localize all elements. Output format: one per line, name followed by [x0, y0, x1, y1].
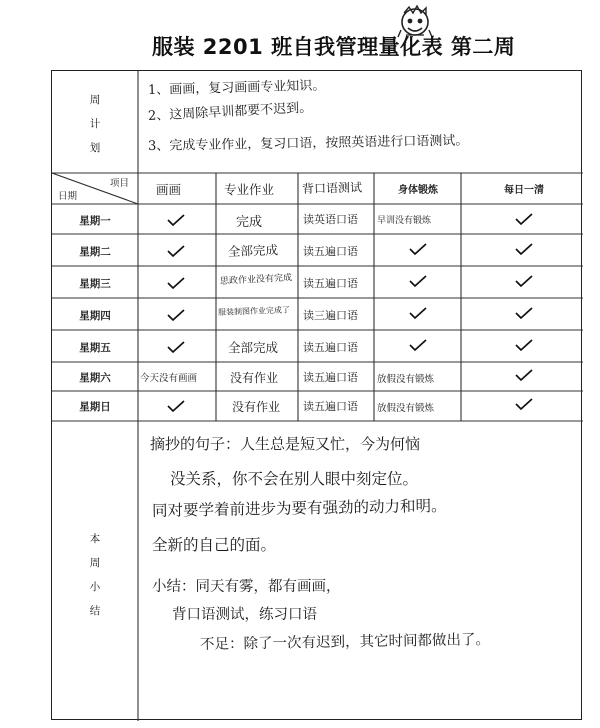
summary-line-4: 全新的自己的面。 — [152, 536, 277, 554]
column-header-homework: 专业作业 — [224, 182, 275, 197]
plan-line-3: 3、完成专业作业，复习口语，按照英语进行口语测试。 — [147, 133, 469, 154]
homework-cell: 思政作业没有完成 — [219, 273, 293, 287]
self-management-table — [51, 70, 582, 720]
day-label: 星期六 — [79, 372, 111, 384]
plan-line-2: 2、这周除早训都要不迟到。 — [147, 100, 313, 124]
check-icon — [514, 212, 534, 226]
oral-test-cell: 读五遍口语 — [303, 341, 358, 354]
homework-cell: 没有作业 — [232, 400, 281, 414]
summary-line-7: 不足：除了一次有迟到，其它时间都做出了。 — [199, 631, 491, 653]
check-icon — [408, 242, 428, 256]
check-icon — [166, 276, 186, 290]
summary-line-2: 没关系，你不会在别人眼中刻定位。 — [170, 470, 419, 488]
exercise-cell: 放假没有锻炼 — [377, 403, 435, 414]
homework-cell: 全部完成 — [228, 340, 279, 355]
oral-test-cell: 读五遍口语 — [303, 277, 358, 290]
day-label: 星期四 — [79, 310, 111, 322]
homework-cell: 全部完成 — [227, 242, 279, 259]
day-label: 星期一 — [79, 215, 111, 227]
check-icon — [514, 306, 534, 320]
corner-label-date: 日期 — [58, 191, 78, 202]
header — [0, 0, 600, 62]
column-header-oral-test: 背口语测试 — [301, 180, 363, 196]
summary-line-1: 摘抄的句子：人生总是短又忙，今为何恼 — [150, 435, 421, 453]
cartoon-face-stamp-icon — [395, 2, 435, 42]
exercise-cell: 早训没有锻炼 — [377, 216, 432, 226]
corner-label-item: 项目 — [110, 178, 130, 189]
check-icon — [514, 274, 534, 288]
day-label: 星期五 — [79, 342, 111, 354]
day-label: 星期三 — [79, 278, 111, 290]
oral-test-cell: 读三遍口语 — [303, 309, 358, 322]
homework-cell: 服装制图作业完成了 — [217, 305, 291, 317]
page-title: 服装 2201 班自我管理量化表 第二周 — [152, 35, 516, 59]
summary-line-5: 小结：同天有雾，都有画画， — [152, 579, 341, 595]
check-icon — [408, 338, 428, 352]
plan-label: 周 计 划 — [89, 94, 101, 154]
drawing-cell: 今天没有画画 — [140, 373, 198, 384]
check-icon — [166, 213, 186, 227]
oral-test-cell: 读五遍口语 — [303, 371, 358, 384]
plan-line-1: 1、画画，复习画画专业知识。 — [147, 78, 326, 98]
check-icon — [514, 242, 534, 256]
summary-label: 本 周 小 结 — [89, 533, 101, 617]
summary-line-6: 背口语测试，练习口语 — [172, 607, 317, 623]
check-icon — [166, 244, 186, 258]
check-icon — [514, 397, 534, 411]
check-icon — [408, 306, 428, 320]
homework-cell: 没有作业 — [230, 371, 279, 385]
oral-test-cell: 读五遍口语 — [303, 245, 358, 258]
exercise-cell: 放假没有锻炼 — [377, 374, 435, 385]
check-icon — [408, 274, 428, 288]
table-grid — [52, 71, 583, 721]
check-icon — [514, 368, 534, 382]
check-icon — [166, 340, 186, 354]
day-label: 星期二 — [79, 246, 111, 258]
column-header-drawing: 画画 — [156, 182, 182, 197]
check-icon — [166, 399, 186, 413]
summary-line-3: 同对要学着前进步为要有强劲的动力和明。 — [151, 496, 447, 520]
day-label: 星期日 — [79, 401, 111, 413]
check-icon — [514, 338, 534, 352]
column-header-daily-clear: 每日一清 — [504, 185, 544, 196]
check-icon — [166, 308, 186, 322]
oral-test-cell: 读英语口语 — [303, 213, 358, 226]
column-header-exercise: 身体锻炼 — [398, 185, 438, 196]
homework-cell: 完成 — [236, 215, 263, 230]
oral-test-cell: 读五遍口语 — [303, 400, 358, 413]
